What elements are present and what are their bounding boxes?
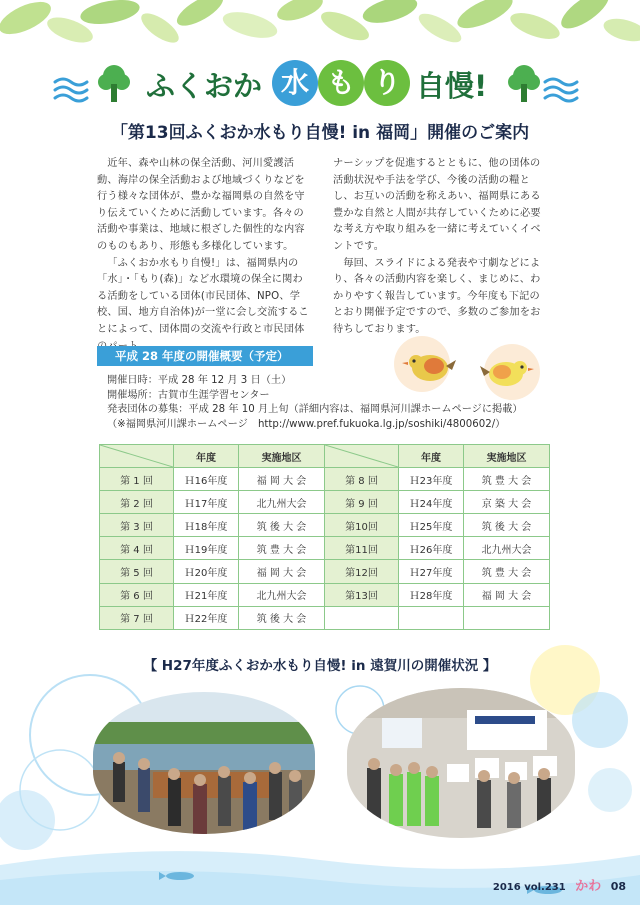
edition-area: 福 岡 大 会 [464,583,550,606]
column-header-year: 年度 [399,445,464,468]
tree-icon [508,65,540,102]
table-row [100,537,550,560]
issue-number: 2016 vol.231 [492,882,566,893]
table-row [100,491,550,514]
table-row [100,583,550,606]
brand-suffix: 自慢! [416,69,488,103]
edition-year: Ｈ23年度 [399,468,464,491]
header-diagonal-cell [325,445,399,468]
leaf-border [0,0,640,60]
edition-year: Ｈ18年度 [174,514,239,537]
table-row [100,514,550,537]
edition-year: Ｈ17年度 [174,491,239,514]
edition-area: 京 築 大 会 [464,491,550,514]
table-row [100,560,550,583]
brand-circle-sui: 水 [272,60,318,106]
intro-right-column [333,156,546,339]
edition-number: 第 8 回 [325,468,399,491]
edition-number: 第 4 回 [100,537,174,560]
edition-number: 第13回 [325,583,399,606]
presentation-photo [347,688,575,838]
edition-area: 筑 後 大 会 [239,514,325,537]
edition-year: Ｈ20年度 [174,560,239,583]
event-date: 開催日時：平成 28 年 12 月 3 日（土） [107,375,292,386]
intro-paragraph: ナーシップを促進するとともに、他の団体の活動状況や手法を学び、今後の活動の糧とし、お互いの活動を称えあい、福岡県にある豊かな自然と人間が共存していくために必要な考え方や取り組みを一緒に考えていくイベントです。 [333,158,541,252]
intro-paragraph: 毎回、スライドによる発表や寸劇などにより、各々の活動内容を楽しく、まじめに、わかりやすく報告しています。今年度も下記のとおり開催予定ですので、多数のご参加をお待ちしております。 [333,257,541,335]
column-header-year: 年度 [174,445,239,468]
brand-circle-ri: り [364,60,410,106]
brand-prefix: ふくおか [146,69,263,103]
edition-number: 第 3 回 [100,514,174,537]
edition-area: 筑 豊 大 会 [464,468,550,491]
event-title: 「第13回ふくおか水もり自慢! in 福岡」開催のご案内 [110,123,530,143]
edition-year: Ｈ24年度 [399,491,464,514]
edition-area: 北九州大会 [239,583,325,606]
edition-number: 第11回 [325,537,399,560]
history-table [99,444,550,630]
intro-left-column [97,156,310,355]
edition-year: Ｈ21年度 [174,583,239,606]
edition-number: 第 5 回 [100,560,174,583]
magazine-name: かわ [575,879,602,894]
edition-year: Ｈ22年度 [174,606,239,629]
edition-area: 北九州大会 [239,491,325,514]
edition-area: 北九州大会 [464,537,550,560]
overview-heading: 平成 28 年度の開催概要（予定） [97,346,313,366]
brand-circle-mo: も [318,60,364,106]
empty-cell [325,606,399,629]
edition-number: 第 1 回 [100,468,174,491]
table-row [100,606,550,629]
edition-year: Ｈ16年度 [174,468,239,491]
edition-year: Ｈ27年度 [399,560,464,583]
status-heading: 【 H27年度ふくおか水もり自慢! in 遠賀川の開催状況 】 [143,658,497,674]
edition-area: 筑 豊 大 会 [239,537,325,560]
empty-cell [464,606,550,629]
presenter-recruitment: 発表団体の募集：平成 28 年 10 月上旬（詳細内容は、福岡県河川課ホームページに掲載） [107,404,523,415]
edition-area: 筑 豊 大 会 [464,560,550,583]
edition-number: 第12回 [325,560,399,583]
edition-number: 第10回 [325,514,399,537]
edition-year: Ｈ25年度 [399,514,464,537]
header-diagonal-cell [100,445,174,468]
edition-number: 第 7 回 [100,606,174,629]
edition-year: Ｈ26年度 [399,537,464,560]
edition-year: Ｈ19年度 [174,537,239,560]
column-header-area: 実施地区 [239,445,325,468]
riverbank-event-photo [93,692,315,834]
edition-area: 筑 後 大 会 [464,514,550,537]
page-number: 08 [610,880,626,893]
edition-area: 福 岡 大 会 [239,468,325,491]
intro-paragraph: 近年、森や山林の保全活動、河川愛護活動、海岸の保全活動および地域づくりなどを行う様々な団体が、豊かな福岡県の自然を守り伝えていくために活動しています。各々の活動や事業は、地域に根ざした個性的な内容のものもあり、形態も多様化しています。 [97,158,305,252]
table-header-row [100,445,550,468]
edition-number: 第 6 回 [100,583,174,606]
table-row [100,468,550,491]
tree-icon [98,65,130,102]
page-footer [493,875,626,894]
edition-number: 第 2 回 [100,491,174,514]
website-url: （※福岡県河川課ホームページ http://www.pref.fukuoka.lg.jp/soshiki/4800602/） [107,418,506,430]
event-venue: 開催場所：古賀市生涯学習センター [107,389,270,401]
overview-details [107,374,523,432]
edition-area: 福 岡 大 会 [239,560,325,583]
edition-year: Ｈ28年度 [399,583,464,606]
empty-cell [399,606,464,629]
edition-number: 第 9 回 [325,491,399,514]
intro-paragraph: 「ふくおか水もり自慢!」は、福岡県内の「水」・「もり(森)」など水環境の保全に関わる活動をしている団体(市民団体、NPO、学校、国、地方自治体)が一堂に会し交流することによって、団体間の交流や行政と市民団体 [97,257,309,335]
column-header-area: 実施地区 [464,445,550,468]
edition-area: 筑 後 大 会 [239,606,325,629]
